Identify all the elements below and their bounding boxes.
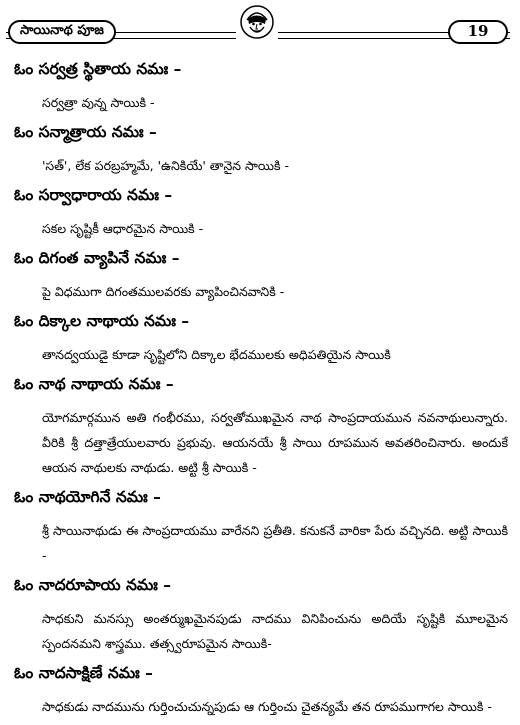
entry-5 (14, 310, 508, 367)
entry-9 (14, 662, 508, 719)
page-body (14, 58, 508, 725)
mantra-heading: ఓం నాథ నాథాయ నమః – (14, 375, 174, 393)
entry-8 (14, 574, 508, 656)
mantra-heading: ఓం నాథయోగినే నమః – (14, 488, 161, 506)
entry-7 (14, 486, 508, 568)
entry-1 (14, 58, 508, 115)
page-number: 19 (448, 20, 508, 44)
mantra-meaning: యోగమార్గమున అతి గంభీరము, సర్వతోముఖమైన నాథ సాంప్రదాయమున నవనాథులున్నారు. వీరికి శ్రీ దత్తాత్రేయులవారు ప్రభువు. ఆయనయే శ్రీ సాయి రూపమున అవతరించినారు. అందుకే ఆయన నాథులకు నాథుడు. అట్టి శ్రీ సాయికి - (42, 410, 508, 475)
page-header (6, 22, 510, 44)
mantra-heading: ఓం సన్మాత్రాయ నమః – (14, 123, 157, 141)
mantra-heading: ఓం దిక్కాల నాథాయ నమః – (14, 312, 190, 330)
mantra-meaning: సకల సృష్టికీ ఆధారమైన సాయికి - (42, 221, 204, 236)
mantra-meaning: తానద్వయుడై కూడా సృష్టిలోని దిక్కాల భేదములకు అధిపతియైన సాయికి (42, 347, 391, 362)
mantra-meaning: 'సత్', లేక పరబ్రహ్మమే, 'ఉనికియే' తానైన సాయికి - (42, 158, 289, 173)
mantra-heading: ఓం సర్వాధారాయ నమః – (14, 186, 173, 204)
sai-baba-portrait-icon (236, 4, 278, 40)
mantra-meaning: సాధకుడు నాదమును గుర్తించుచున్నపుడు ఆ గుర్తించు చైతన్యమే తన రూపముగాగల సాయికి - (42, 699, 492, 714)
entry-4 (14, 247, 508, 304)
mantra-heading: ఓం సర్వత్ర స్థితాయ నమః – (14, 60, 182, 78)
mantra-meaning: పై విధముగా దిగంతములవరకు వ్యాపించినవానికి - (42, 284, 285, 299)
mantra-meaning: సర్వత్రా వున్న సాయికి - (42, 95, 155, 110)
mantra-heading: ఓం నాదసాక్షిణే నమః – (14, 664, 153, 682)
mantra-heading: ఓం దిగంత వ్యాపినే నమః – (14, 249, 180, 267)
mantra-heading: ఓం నాదరూపాయ నమః – (14, 576, 172, 594)
entry-3 (14, 184, 508, 241)
entry-2 (14, 121, 508, 178)
mantra-meaning: సాధకుని మనస్సు అంతర్ముఖమైనపుడు నాదము వినిపించును అదియే సృష్టికి మూలమైన స్పందనమని శాస్త్రము. తత్స్వరూపమైన సాయికి- (42, 611, 508, 651)
mantra-meaning: శ్రీ సాయినాథుడు ఈ సాంప్రదాయము వారేనని ప్రతీతి. కనుకనే వారికా పేరు వచ్చినది. అట్టి సాయికి - (42, 523, 508, 563)
entry-6 (14, 373, 508, 480)
book-title: సాయినాథ పూజ (8, 20, 116, 44)
